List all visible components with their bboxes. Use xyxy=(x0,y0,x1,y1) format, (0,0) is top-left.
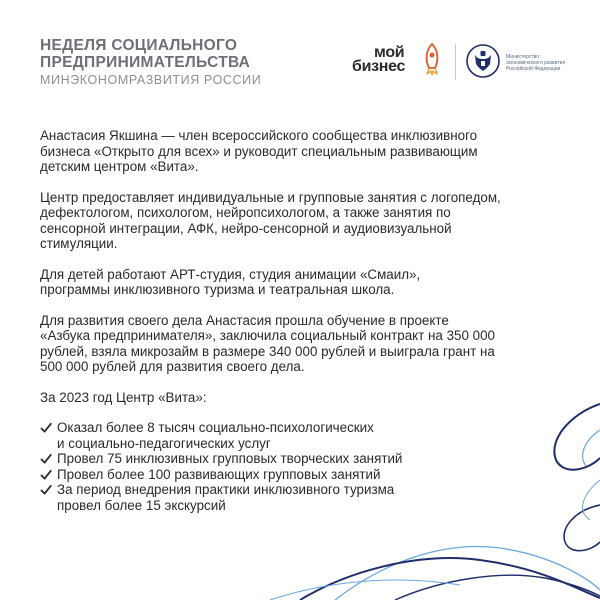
paragraph xyxy=(40,128,580,175)
paragraph-line: «Азбука предпринимателя», заключила социальный контракт на 350 000 xyxy=(40,328,495,343)
paragraph-line: дефектологом, психологом, нейропсихологом, а также занятия по xyxy=(40,205,451,220)
header-title-block xyxy=(40,37,261,88)
post-body xyxy=(40,128,580,513)
ministry-name-line-1: Министерство xyxy=(506,54,539,60)
list-item-line: Провел более 100 развивающих групповых занятий xyxy=(57,466,381,482)
list-item-line: и социально-педагогических услуг xyxy=(57,435,271,451)
paragraph-line: Анастасия Якшина — член всероссийского сообщества инклюзивного xyxy=(40,128,478,143)
list-item-line: провел более 15 экскурсий xyxy=(57,497,226,513)
ministry-name-line-2: экономического развития xyxy=(506,60,566,66)
ministry-name-line-3: Российской Федерации xyxy=(506,66,561,72)
paragraph xyxy=(40,190,580,252)
coat-of-arms-icon xyxy=(466,42,500,80)
paragraph-line: Для развития своего дела Анастасия прошла обучение в проекте xyxy=(40,312,449,328)
list-item-line: Оказал более 8 тысяч социально-психологических xyxy=(57,420,374,435)
moy-biznes-logo xyxy=(352,46,442,86)
paragraph xyxy=(40,313,580,375)
paragraph-line: 500 000 рублей для развития своего дела. xyxy=(40,359,305,374)
check-icon xyxy=(40,469,52,481)
list-item-line: За период внедрения практики инклюзивного туризма xyxy=(57,482,395,497)
header-title-line-1: НЕДЕЛЯ СОЦИАЛЬНОГО xyxy=(40,37,238,54)
paragraph xyxy=(40,390,580,406)
list-item-line: Провел 75 инклюзивных групповых творческих занятий xyxy=(57,451,403,466)
header-subtitle: МИНЭКОНОМРАЗВИТИЯ РОССИИ xyxy=(40,73,262,87)
paragraph-line: сенсорной интеграции, АФК, нейро-сенсорной и аудиовизуальной xyxy=(40,220,452,236)
list-item xyxy=(40,467,580,483)
ministry-logo xyxy=(466,42,586,86)
check-icon xyxy=(40,484,52,496)
rocket-logo-icon xyxy=(422,42,442,78)
list-item xyxy=(40,451,580,467)
ministry-name xyxy=(506,54,586,72)
achievements-list xyxy=(40,420,580,513)
paragraph-line: детским центром «Вита». xyxy=(40,159,199,174)
check-icon xyxy=(40,422,52,434)
header-title-line-2: ПРЕДПРИНИМАТЕЛЬСТВА xyxy=(40,54,251,71)
paragraph-line: стимуляции. xyxy=(40,236,118,251)
paragraph-line: Центр предоставляет индивидуальные и групповые занятия с логопедом, xyxy=(40,189,501,205)
paragraph-line: Для детей работают АРТ-студия, студия анимации «Смаил», xyxy=(40,266,421,282)
list-item xyxy=(40,482,580,513)
list-item xyxy=(40,420,580,451)
paragraph-line: За 2023 год Центр «Вита»: xyxy=(40,389,207,405)
moy-biznes-logo-line-2: бизнес xyxy=(352,58,406,75)
logo-divider xyxy=(455,44,456,80)
paragraph xyxy=(40,267,580,298)
paragraph-line: программы инклюзивного туризма и театральная школа. xyxy=(40,282,395,297)
check-icon xyxy=(40,453,52,465)
paragraph-line: рублей, взяла микрозайм в размере 340 000 рублей и выиграла грант на xyxy=(40,343,495,359)
paragraph-line: бизнеса «Открыто для всех» и руководит специальным развивающим xyxy=(40,143,478,159)
moy-biznes-logo-line-1: мой xyxy=(374,44,405,61)
